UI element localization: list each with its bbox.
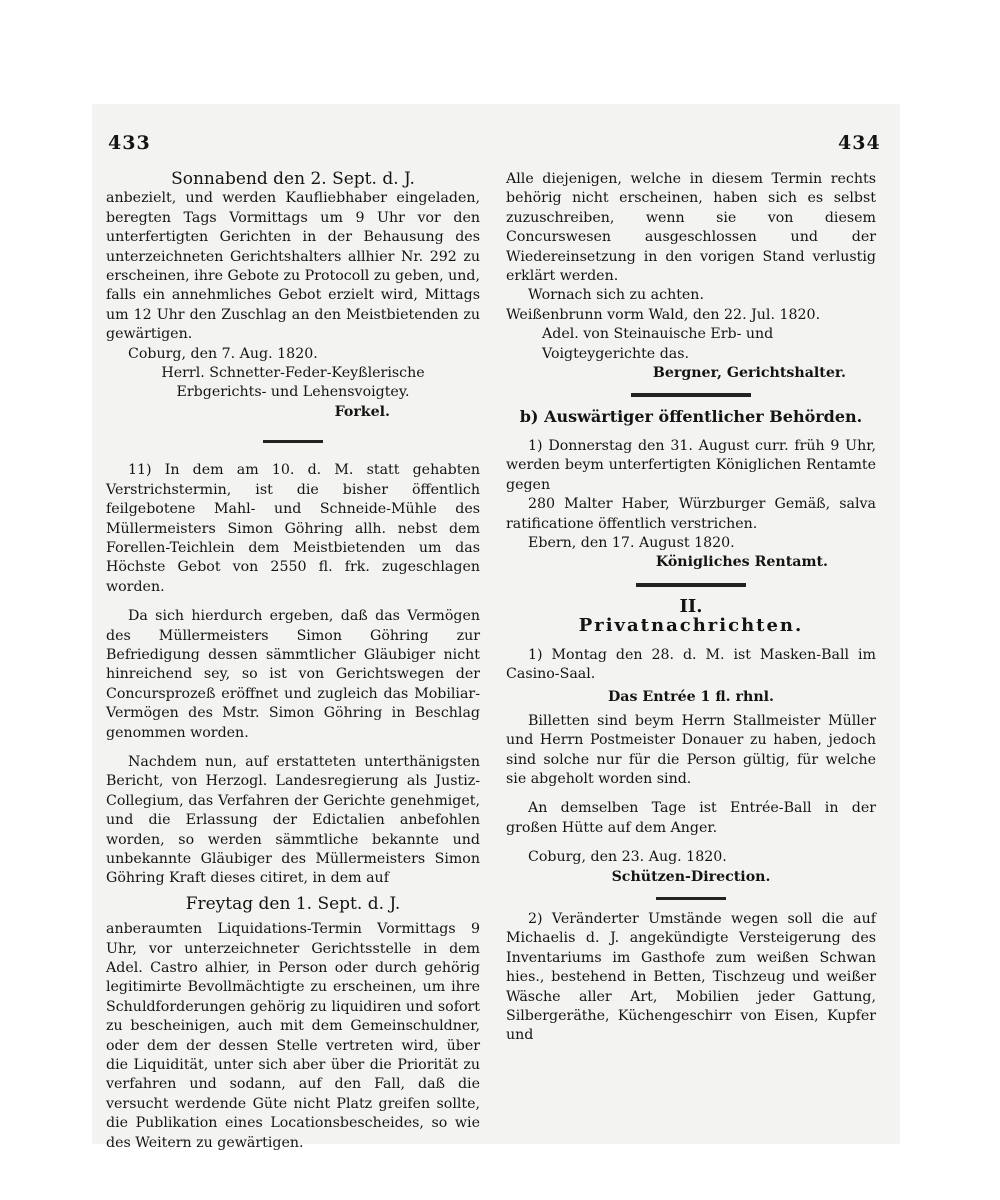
signature: Königliches Rentamt. xyxy=(655,554,828,571)
paragraph: Alle diejenigen, welche in diesem Termin rechts behörig nicht erscheinen, haben sich es selbst zuzuschreiben, wenn sie von diesem Concurswesen ausgeschlossen und der Wiedereinsetzung in den vorigen Stand verlustig erklärt werden. xyxy=(506,171,876,285)
paragraph: 1) Montag den 28. d. M. ist Masken-Ball im Casino-Saal. xyxy=(506,646,876,682)
section-title: Privatnachrichten. xyxy=(578,615,804,637)
paragraph: Da sich hierdurch ergeben, daß das Vermögen des Müllermeisters Simon Göhring zur Befriedigung dessen sämmtlicher Gläubiger nicht hinreichend sey, so ist von Gerichtswegen der Concursprozeß eröffnet und zugleich das Mobiliar-Vermögen des Mstr. Simon Göhring in Beschlag genommen worden. xyxy=(106,608,480,741)
paragraph: anbezielt, und werden Kaufliebhaber eingeladen, beregten Tags Vormittags um 9 Uhr vor den unterfertigten Gerichten in der Behausung des unterzeichneten Gerichtshalters allhier Nr. 292 zu erscheinen, ihre Gebote zu Protocoll zu geben, und, falls ein annehmliches Gebot erzielt wird, Mittags um 12 Uhr den Zuschlag an den Meistbietenden zu gewärtigen. xyxy=(106,190,480,343)
date-heading-2: Freytag den 1. Sept. d. J. xyxy=(185,893,401,914)
signature: Forkel. xyxy=(334,403,390,420)
entry-fee: Das Entrée 1 fl. rhnl. xyxy=(607,689,774,706)
authority-line-1: Herrl. Schnetter-Feder-Keyßlerische xyxy=(161,365,425,382)
right-column xyxy=(506,170,876,1046)
signature: Schützen-Direction. xyxy=(611,868,771,885)
authority-line: Adel. von Steinauische Erb- und Voigteygerichte das. xyxy=(542,326,774,362)
page-number-right: 434 xyxy=(838,132,881,154)
paragraph: An demselben Tage ist Entrée-Ball in der großen Hütte auf dem Anger. xyxy=(506,800,876,836)
paragraph: 280 Malter Haber, Würzburger Gemäß, salva ratificatione öffentlich verstrichen. xyxy=(506,496,876,532)
place-date: Ebern, den 17. August 1820. xyxy=(528,534,735,551)
paragraph: 11) In dem am 10. d. M. statt gehabten Verstrichstermin, ist die bisher öffentlich feilgebotene Mahl- und Schneide-Mühle des Müllermeisters Simon Göhring allh. nebst dem Forellen-Teichlein dem Meistbietenden um das Höchste Gebot von 2550 fl. frk. zugeschlagen worden. xyxy=(106,462,480,595)
section-number: II. xyxy=(679,595,703,617)
paragraph: Billetten sind beym Herrn Stallmeister Müller und Herrn Postmeister Donauer zu haben, jedoch sind solche nur für die Person gültig, für welche sie abgeholt worden sind. xyxy=(506,712,876,787)
date-heading-1: Sonnabend den 2. Sept. d. J. xyxy=(171,169,415,189)
page-number-left: 433 xyxy=(108,132,151,154)
paragraph: 2) Veränderter Umstände wegen soll die auf Michaelis d. J. angekündigte Versteigerung des Inventariums im Gasthofe zum weißen Schwan hies., bestehend in Betten, Tischzeug und weißer Wäsche aller Art, Mobilien jeder Gattung, Silbergeräthe, Küchengeschirr von Eisen, Kupfer und xyxy=(506,911,876,1044)
place-date: Coburg, den 7. Aug. 1820. xyxy=(128,345,318,362)
paragraph: Nachdem nun, auf erstatteten unterthänigsten Bericht, von Herzogl. Landesregierung als Justiz-Collegium, das Verfahren der Gerichte genehmiget, und die Erlassung der Edictalien anbefohlen worden, so werden sämmtliche bekannte und unbekannte Gläubiger des Müllermeisters Simon Göhring Kraft dieses citiret, in dem auf xyxy=(106,753,480,887)
signature: Bergner, Gerichtshalter. xyxy=(652,365,846,382)
left-column xyxy=(106,170,480,1153)
place-date: Coburg, den 23. Aug. 1820. xyxy=(528,849,727,866)
place-date: Weißenbrunn vorm Wald, den 22. Jul. 1820. xyxy=(506,306,821,323)
section-heading: b) Auswärtiger öffentlicher Behörden. xyxy=(519,407,863,427)
paragraph: 1) Donnerstag den 31. August curr. früh 9 Uhr, werden beym unterfertigten Königlichen Rentamte gegen xyxy=(506,437,876,493)
authority-line-2: Erbgerichts- und Lehensvoigtey. xyxy=(176,384,410,401)
paragraph: anberaumten Liquidations-Termin Vormittags 9 Uhr, vor unterzeichneter Gerichtsstelle in dem Adel. Castro alhier, in Person oder durch gehörig legitimirte Bevollmächtigte zu erscheinen, um ihre Schuldforderungen gehörig zu liquidiren und sofort zu bescheinigen, auch mit dem Gemeinschuldner, oder dem der dessen Stelle vertreten wird, über die Liquidität, unter sich aber über die Priorität zu verfahren und sodann, auf den Fall, daß die versucht werdende Güte nicht Platz greifen sollte, die Publikation eines Locationsbescheides, so wie des Weitern zu gewärtigen. xyxy=(106,921,480,1151)
paragraph: Wornach sich zu achten. xyxy=(528,287,704,304)
